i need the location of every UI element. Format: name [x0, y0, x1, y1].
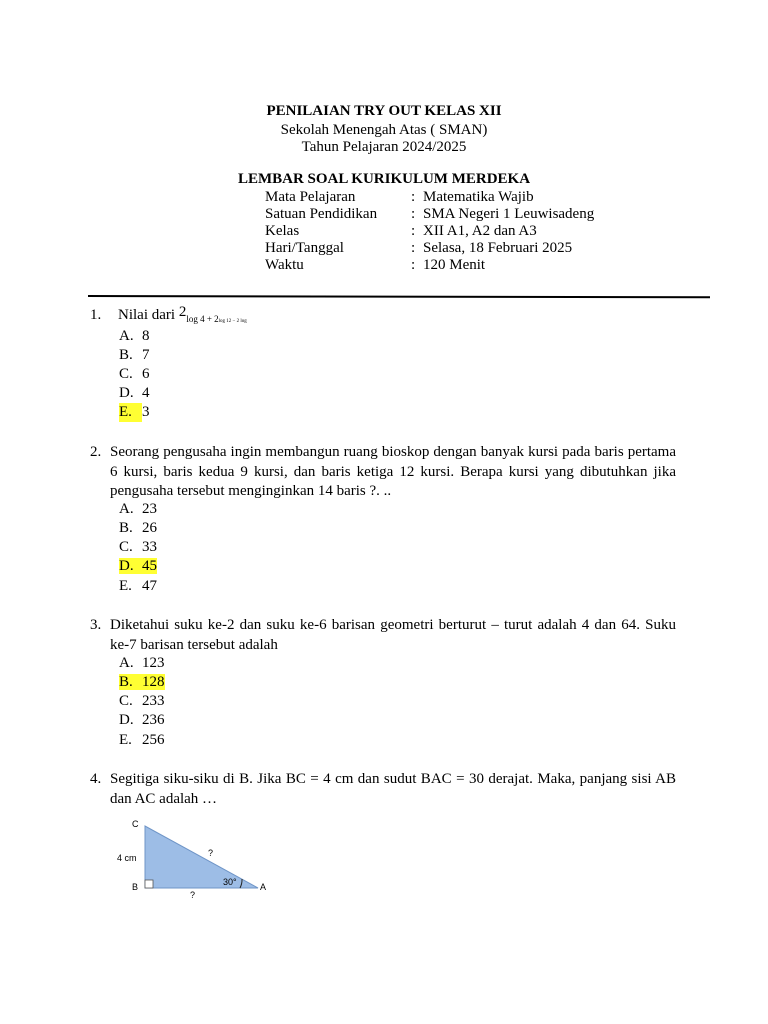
option-3e[interactable]: E. 256: [119, 732, 165, 748]
right-triangle-figure: [112, 812, 292, 907]
answer-highlight: E.: [119, 403, 142, 422]
question-number: 3.: [90, 617, 102, 633]
question-number: 4.: [90, 771, 102, 787]
question-text: Seorang pengusaha ingin membangun ruang bioskop dengan banyak kursi pada baris pertama 6 kursi, baris kedua 9 kursi, dan baris ketiga 12 kursi. Berapa kursi yang dibutuhkan jika pengusaha tersebut menginginkan 14 baris ?. ..: [110, 444, 676, 499]
vertex-c-label: C: [132, 819, 139, 829]
question-number: 2.: [90, 444, 102, 460]
option-3b-answer[interactable]: [119, 673, 165, 692]
vertex-a-label: A: [260, 882, 267, 892]
angle-label: 30°: [223, 877, 237, 887]
side-ac-label: ?: [208, 848, 214, 858]
log-expression: [178, 304, 247, 324]
info-label: Kelas: [265, 223, 300, 239]
option-1c[interactable]: C. 6: [119, 366, 150, 382]
option-2c[interactable]: C. 33: [119, 539, 157, 555]
option-2d-answer[interactable]: [119, 557, 157, 576]
side-bc-label: 4 cm: [117, 853, 137, 863]
info-label: Waktu: [265, 257, 304, 273]
option-2e[interactable]: E. 47: [119, 578, 157, 594]
log-subscript: log 4 + 2: [186, 314, 219, 324]
info-label: Satuan Pendidikan: [265, 206, 378, 222]
info-row-class: [265, 222, 537, 240]
info-colon: :: [411, 189, 416, 205]
question-4: [90, 770, 676, 809]
info-label: Hari/Tanggal: [265, 240, 344, 256]
log-nested-subscript: log 12 − 2 log: [218, 319, 247, 324]
info-colon: :: [411, 223, 416, 239]
triangle-shape: [145, 826, 258, 888]
info-colon: :: [411, 240, 416, 256]
academic-year: Tahun Pelajaran 2024/2025: [301, 139, 467, 155]
info-colon: :: [411, 257, 416, 273]
info-row-subject: [265, 188, 534, 206]
option-3a[interactable]: A. 123: [119, 655, 165, 671]
info-row-date: [265, 239, 572, 257]
school-type: Sekolah Menengah Atas ( SMAN): [280, 122, 488, 138]
question-1: [90, 306, 676, 329]
side-ab-label: ?: [190, 890, 196, 900]
header-divider: [88, 295, 710, 298]
option-3d[interactable]: D. 236: [119, 712, 165, 728]
question-prompt: Nilai dari: [118, 307, 176, 323]
option-1a[interactable]: A. 8: [119, 328, 150, 344]
question-text: [118, 306, 676, 329]
question-text: Diketahui suku ke-2 dan suku ke-6 barisan geometri berturut – turut adalah 4 dan 64. Suku ke-7 barisan tersebut adalah: [110, 617, 676, 653]
info-value: Selasa, 18 Februari 2025: [423, 240, 573, 256]
log-base: 2: [178, 304, 187, 320]
option-1b[interactable]: B. 7: [119, 347, 150, 363]
question-2: [90, 443, 676, 502]
sheet-subtitle: LEMBAR SOAL KURIKULUM MERDEKA: [237, 171, 531, 187]
question-number: 1.: [90, 307, 102, 323]
option-2b[interactable]: B. 26: [119, 520, 157, 536]
vertex-b-label: B: [132, 882, 139, 892]
info-colon: :: [411, 206, 416, 222]
option-1d[interactable]: D. 4: [119, 385, 150, 401]
info-value: SMA Negeri 1 Leuwisadeng: [423, 206, 595, 222]
option-1e-answer[interactable]: E. 3: [119, 404, 150, 420]
question-text: Segitiga siku-siku di B. Jika BC = 4 cm dan sudut BAC = 30 derajat. Maka, panjang sisi AB dan AC adalah …: [110, 771, 676, 807]
answer-highlight: B. 128: [119, 674, 165, 690]
exam-title: PENILAIAN TRY OUT KELAS XII: [266, 103, 502, 119]
option-2a[interactable]: A. 23: [119, 501, 157, 517]
info-value: XII A1, A2 dan A3: [423, 223, 537, 239]
info-row-duration: [265, 256, 485, 274]
info-value: Matematika Wajib: [423, 189, 534, 205]
info-row-school: [265, 205, 594, 223]
right-angle-marker: [145, 880, 153, 888]
option-3c[interactable]: C. 233: [119, 693, 165, 709]
answer-highlight: D. 45: [119, 558, 157, 574]
question-3: [90, 616, 676, 655]
info-label: Mata Pelajaran: [265, 189, 356, 205]
info-value: 120 Menit: [423, 257, 486, 273]
